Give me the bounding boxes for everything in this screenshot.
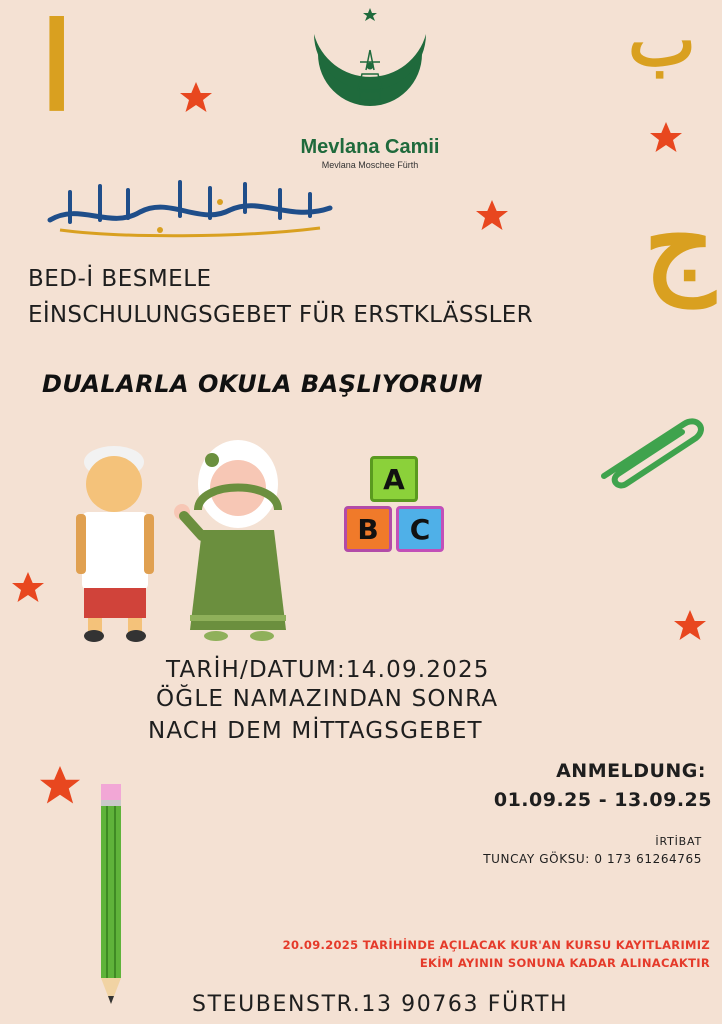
star-icon	[674, 610, 706, 640]
title-line-1: BED-İ BESMELE	[28, 266, 212, 292]
ba-letter-decoration: ب	[628, 0, 696, 82]
notice-line-2: EKİM AYININ SONUNA KADAR ALINACAKTIR	[419, 956, 710, 970]
star-icon	[12, 572, 44, 602]
abc-block-c	[396, 506, 444, 552]
star-icon	[40, 766, 80, 804]
star-icon	[180, 82, 212, 112]
event-time-de: NACH DEM MİTTAGSGEBET	[148, 718, 483, 744]
jim-letter-decoration: ج	[644, 178, 716, 307]
mosque-name: Mevlana Camii	[300, 136, 440, 158]
abc-letter-c: C	[409, 512, 431, 546]
address: STEUBENSTR.13 90763 FÜRTH	[192, 992, 569, 1017]
abc-block-a	[370, 456, 418, 502]
mosque-subtitle: Mevlana Moschee Fürth	[321, 160, 419, 170]
besmele-calligraphy	[40, 172, 340, 242]
mosque-logo	[300, 4, 440, 134]
abc-letter-a: A	[383, 462, 405, 496]
children-illustration	[72, 440, 312, 650]
contact-person: TUNCAY GÖKSU: 0 173 61264765	[483, 852, 702, 866]
abc-block-b	[344, 506, 392, 552]
title-line-2: EİNSCHULUNGSGEBET FÜR ERSTKLÄSSLER	[28, 302, 533, 328]
slogan: DUALARLA OKULA BAŞLIYORUM	[42, 370, 483, 398]
event-time-tr: ÖĞLE NAMAZINDAN SONRA	[156, 686, 499, 712]
paperclip-icon	[592, 406, 712, 496]
registration-dates: 01.09.25 - 13.09.25	[493, 789, 712, 811]
registration-label: ANMELDUNG:	[556, 760, 706, 782]
abc-blocks	[344, 456, 448, 556]
alif-letter-decoration: ا	[40, 0, 74, 138]
star-icon	[650, 122, 682, 152]
event-date: TARİH/DATUM:14.09.2025	[166, 657, 490, 683]
abc-letter-b: B	[357, 512, 379, 546]
star-icon	[476, 200, 508, 230]
pencil-icon	[96, 782, 126, 1012]
notice-line-1: 20.09.2025 TARİHİNDE AÇILACAK KUR'AN KURSU KAYITLARIMIZ	[282, 938, 710, 952]
contact-label: İRTİBAT	[655, 835, 702, 848]
